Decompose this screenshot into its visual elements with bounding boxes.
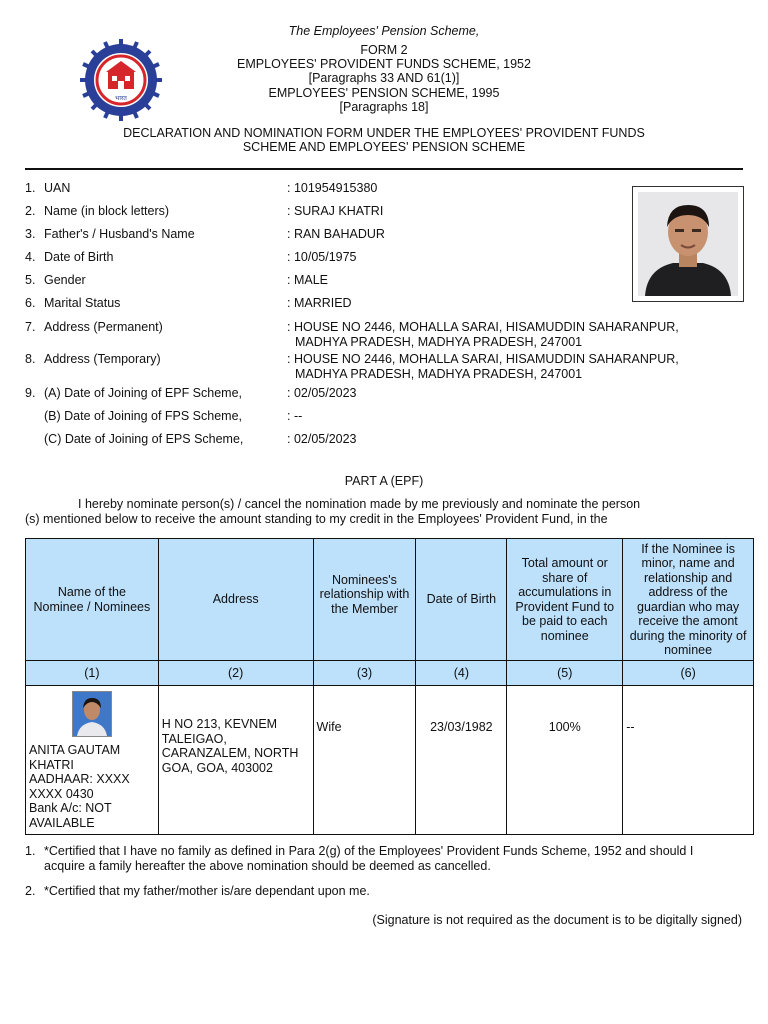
column-number: (2)	[158, 661, 313, 686]
nominee-guardian: --	[623, 686, 754, 835]
field-number: 3.	[25, 227, 36, 241]
field-label: (B) Date of Joining of FPS Scheme,	[44, 409, 243, 423]
nominee-table	[25, 538, 754, 835]
field-value: : --	[287, 409, 303, 423]
member-field-row	[25, 204, 625, 222]
column-number: (1)	[26, 661, 159, 686]
field-label: Address (Permanent)	[44, 320, 163, 334]
column-header: Date of Birth	[416, 539, 507, 661]
epf-scheme-title: EMPLOYEES' PROVIDENT FUNDS SCHEME, 1952	[237, 57, 531, 71]
column-header: Total amount or share of accumulations in Provident Fund to be paid to each nominee	[507, 539, 623, 661]
column-header: If the Nominee is minor, name and relationship and address of the guardian who may receive the amont during the minority of nominee	[623, 539, 754, 661]
part-a-title: PART A (EPF)	[344, 474, 424, 488]
member-field-row	[25, 181, 625, 199]
declaration-title-line2: SCHEME AND EMPLOYEES' PENSION SCHEME	[242, 140, 526, 154]
field-value-line2: MADHYA PRADESH, MADHYA PRADESH, 247001	[295, 367, 583, 381]
header-divider	[25, 168, 743, 170]
field-number: 2.	[25, 204, 36, 218]
field-value: : HOUSE NO 2446, MOHALLA SARAI, HISAMUDDIN SAHARANPUR, MADHYA PRADESH, MADHYA PRADESH, 247001	[287, 352, 679, 381]
signature-note: (Signature is not required as the document is to be digitally signed)	[372, 913, 742, 927]
field-label: Name (in block letters)	[44, 204, 170, 218]
certification-item	[25, 884, 745, 899]
member-field-row	[25, 296, 625, 314]
field-value: : RAN BAHADUR	[287, 227, 385, 241]
field-label: Father's / Husband's Name	[44, 227, 195, 241]
field-label: Gender	[44, 273, 86, 287]
member-field-row	[25, 250, 625, 268]
eps-scheme-title: EMPLOYEES' PENSION SCHEME, 1995	[268, 86, 500, 100]
field-number: 4.	[25, 250, 36, 264]
column-header: Name of the Nominee / Nominees	[26, 539, 159, 661]
scheme-title-text: The Employees' Pension Scheme,	[288, 24, 480, 38]
nominee-photo	[72, 691, 112, 737]
nominee-name-cell	[26, 686, 159, 835]
nominee-dob: 23/03/1982	[416, 686, 507, 835]
nominee-name: ANITA GAUTAM KHATRI AADHAAR: XXXX XXXX 0430 Bank A/c: NOT AVAILABLE	[29, 743, 130, 830]
field-number: 1.	[25, 181, 36, 195]
table-header-number-row	[26, 661, 754, 686]
field-number: 7.	[25, 320, 36, 334]
field-number: 9.	[25, 386, 36, 400]
column-number: (4)	[416, 661, 507, 686]
table-row	[26, 686, 754, 835]
nominee-address: H NO 213, KEVNEM TALEIGAO, CARANZALEM, NORTH GOA, GOA, 403002	[158, 686, 313, 835]
field-label: (A) Date of Joining of EPF Scheme,	[44, 386, 243, 400]
certification-item	[25, 844, 745, 873]
field-value: : 101954915380	[287, 181, 378, 195]
column-header: Nominees's relationship with the Member	[313, 539, 416, 661]
form-number: FORM 2	[360, 43, 408, 57]
nominee-share: 100%	[507, 686, 623, 835]
field-value: : HOUSE NO 2446, MOHALLA SARAI, HISAMUDDIN SAHARANPUR, MADHYA PRADESH, MADHYA PRADESH, 247001	[287, 320, 679, 349]
member-field-row	[25, 227, 625, 245]
epfo-logo	[78, 37, 164, 123]
field-label: UAN	[44, 181, 71, 195]
member-field-row	[25, 409, 625, 427]
field-label: Date of Birth	[44, 250, 114, 264]
member-photo	[632, 186, 744, 302]
part-a-intro-line2: (s) mentioned below to receive the amount standing to my credit in the Employees' Provident Fund, in the	[25, 512, 608, 526]
member-field-row	[25, 432, 625, 450]
member-field-row	[25, 273, 625, 291]
scheme-title	[0, 24, 768, 38]
field-value: : 10/05/1975	[287, 250, 357, 264]
table-header-row	[26, 539, 754, 661]
field-label: Marital Status	[44, 296, 121, 310]
field-value-line2: MADHYA PRADESH, MADHYA PRADESH, 247001	[295, 335, 583, 349]
field-value: : 02/05/2023	[287, 432, 357, 446]
certification-text: *Certified that my father/mother is/are dependant upon me.	[44, 884, 370, 898]
field-value: : MALE	[287, 273, 328, 287]
field-number: 8.	[25, 352, 36, 366]
epf-paragraphs: [Paragraphs 33 AND 61(1)]	[308, 71, 460, 85]
column-number: (5)	[507, 661, 623, 686]
certification-number: 1.	[25, 844, 36, 858]
eps-paragraphs: [Paragraphs 18]	[339, 100, 429, 114]
declaration-title-line1: DECLARATION AND NOMINATION FORM UNDER THE EMPLOYEES' PROVIDENT FUNDS	[123, 126, 645, 140]
part-a-intro-line1: I hereby nominate person(s) / cancel the nomination made by me previously and nominate the person	[78, 497, 641, 511]
member-field-row	[25, 320, 679, 349]
certification-number: 2.	[25, 884, 36, 898]
nominee-relationship: Wife	[313, 686, 416, 835]
field-value: : SURAJ KHATRI	[287, 204, 384, 218]
field-label: Address (Temporary)	[44, 352, 161, 366]
certification-text: *Certified that I have no family as defined in Para 2(g) of the Employees' Provident Funds Scheme, 1952 and should I acquire a family hereafter the above nomination should be deemed as cancelled.	[44, 844, 694, 873]
field-number: 5.	[25, 273, 36, 287]
column-number: (3)	[313, 661, 416, 686]
member-field-row	[25, 352, 679, 381]
field-number: 6.	[25, 296, 36, 310]
logo-text: भारत	[115, 95, 127, 102]
member-field-row	[25, 386, 625, 404]
column-header: Address	[158, 539, 313, 661]
field-label: (C) Date of Joining of EPS Scheme,	[44, 432, 244, 446]
column-number: (6)	[623, 661, 754, 686]
field-value: : 02/05/2023	[287, 386, 357, 400]
field-value: : MARRIED	[287, 296, 352, 310]
